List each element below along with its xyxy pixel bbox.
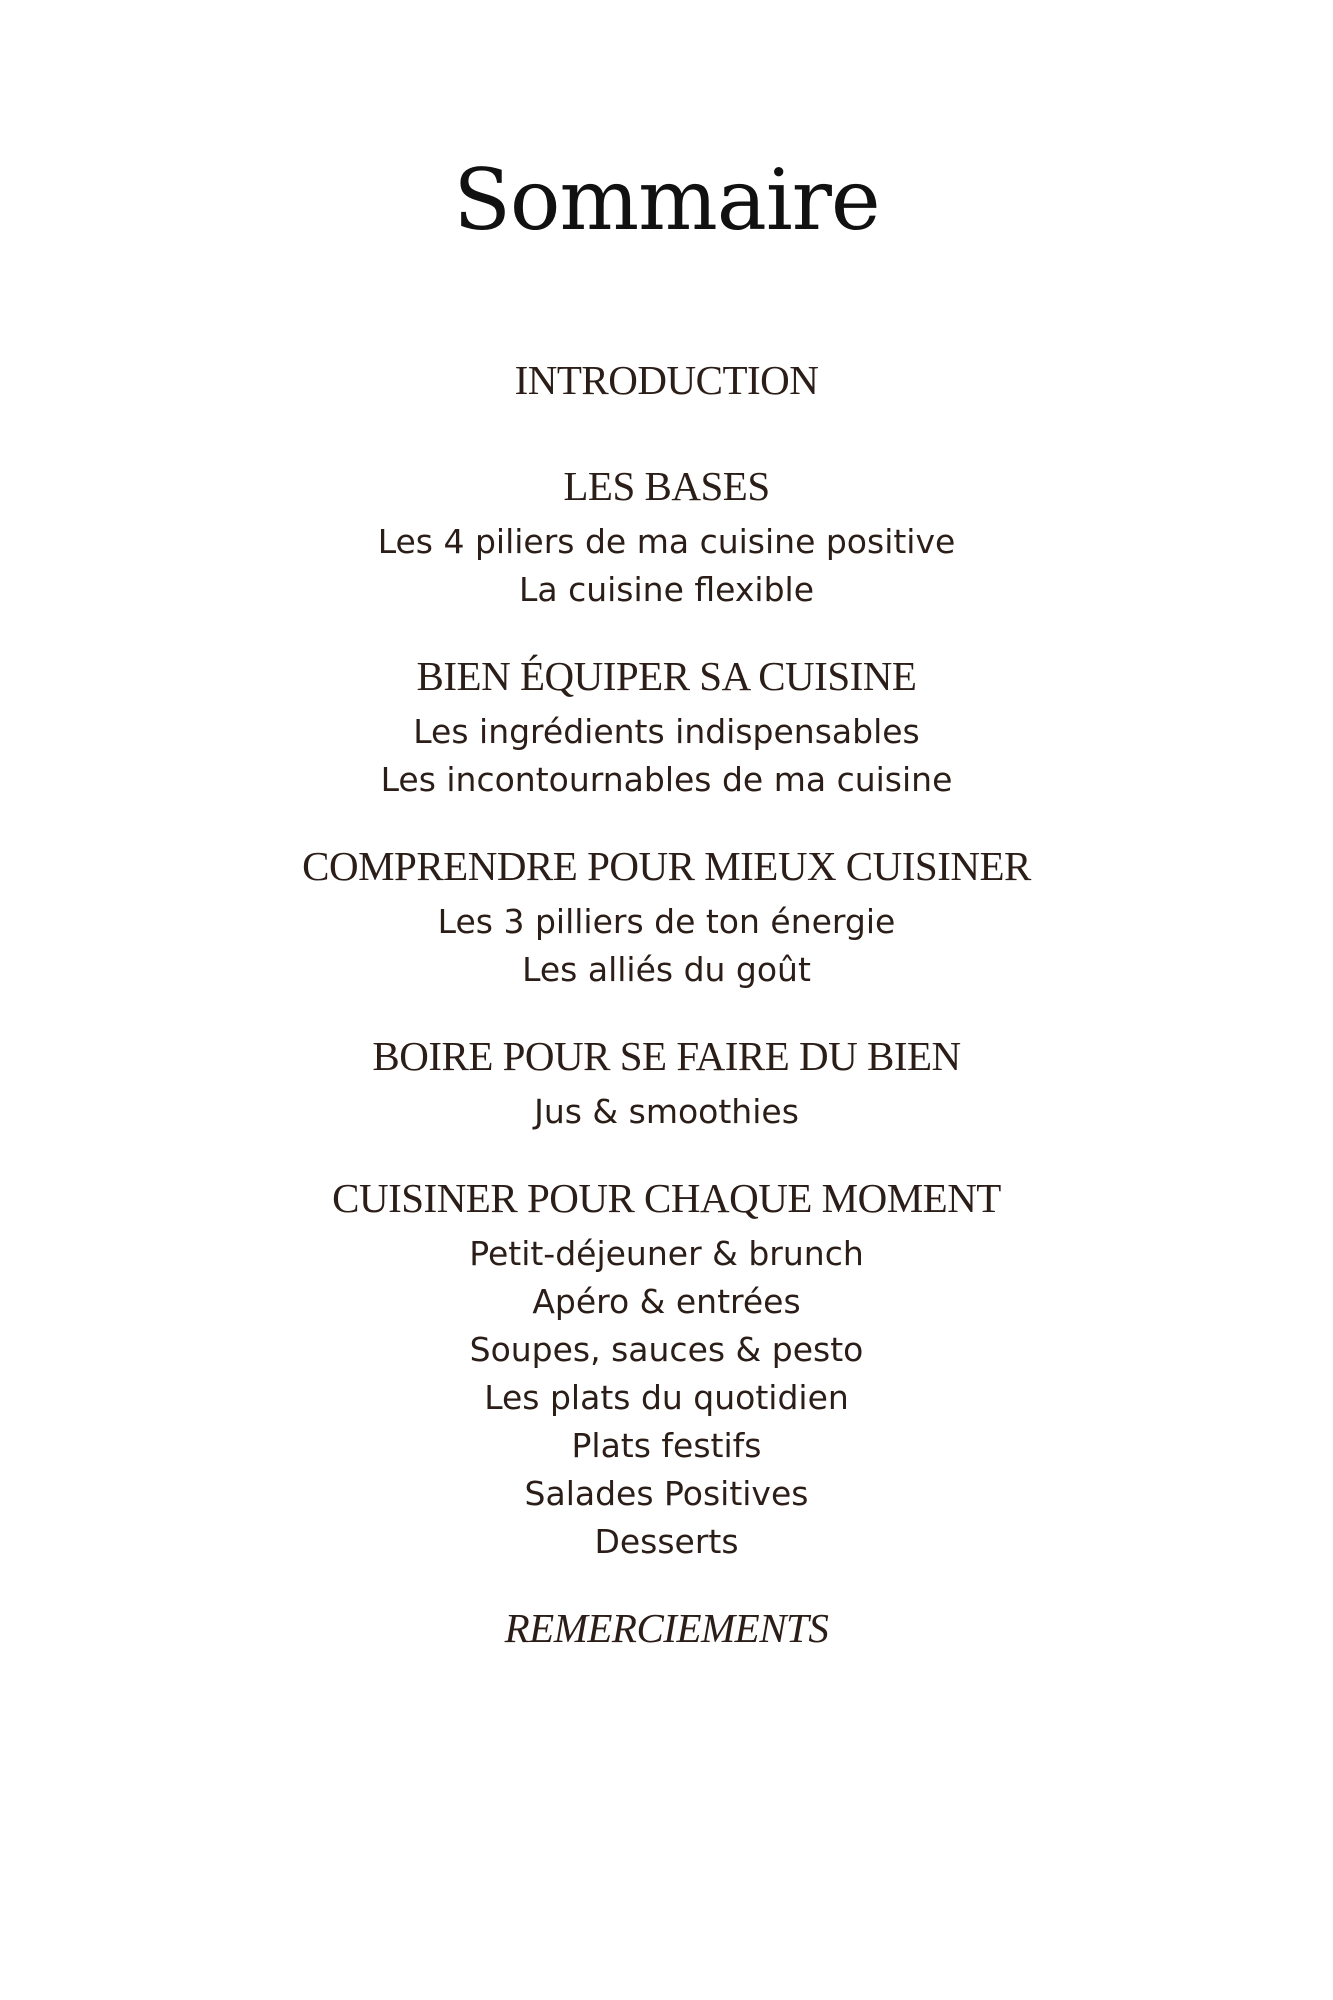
toc-item: Apéro & entrées [532, 1282, 801, 1321]
toc-section-comprendre [0, 840, 1333, 994]
toc-item: Les alliés du goût [522, 950, 811, 989]
toc-item: Les 4 piliers de ma cuisine positive [377, 522, 956, 561]
section-title: REMERCIEMENTS [504, 1605, 829, 1651]
toc-item: Petit-déjeuner & brunch [469, 1234, 864, 1273]
toc-section-cuisiner [0, 1172, 1333, 1566]
toc-item: Jus & smoothies [534, 1092, 799, 1131]
section-title: LES BASES [563, 463, 770, 509]
section-title: CUISINER POUR CHAQUE MOMENT [332, 1175, 1001, 1221]
toc-section-remerciements [0, 1602, 1333, 1654]
page-title: Sommaire [453, 151, 880, 249]
toc-section-bien-equiper [0, 650, 1333, 804]
section-title: BOIRE POUR SE FAIRE DU BIEN [372, 1033, 961, 1079]
section-title: BIEN ÉQUIPER SA CUISINE [416, 653, 917, 699]
toc-item: Desserts [594, 1522, 739, 1561]
toc-item: Salades Positives [524, 1474, 809, 1513]
section-title: INTRODUCTION [514, 357, 819, 403]
toc-item: Les plats du quotidien [484, 1378, 849, 1417]
toc-item: Soupes, sauces & pesto [469, 1330, 864, 1369]
toc-item: La cuisine flexible [518, 570, 815, 609]
toc-section-les-bases [0, 460, 1333, 614]
toc-section-boire [0, 1030, 1333, 1136]
toc-item: Plats festifs [571, 1426, 762, 1465]
toc-list [0, 354, 1333, 1654]
section-title: COMPRENDRE POUR MIEUX CUISINER [302, 843, 1031, 889]
toc-item: Les ingrédients indispensables [413, 712, 920, 751]
toc-item: Les incontournables de ma cuisine [380, 760, 953, 799]
toc-item: Les 3 pilliers de ton énergie [437, 902, 896, 941]
toc-section-introduction [0, 354, 1333, 406]
